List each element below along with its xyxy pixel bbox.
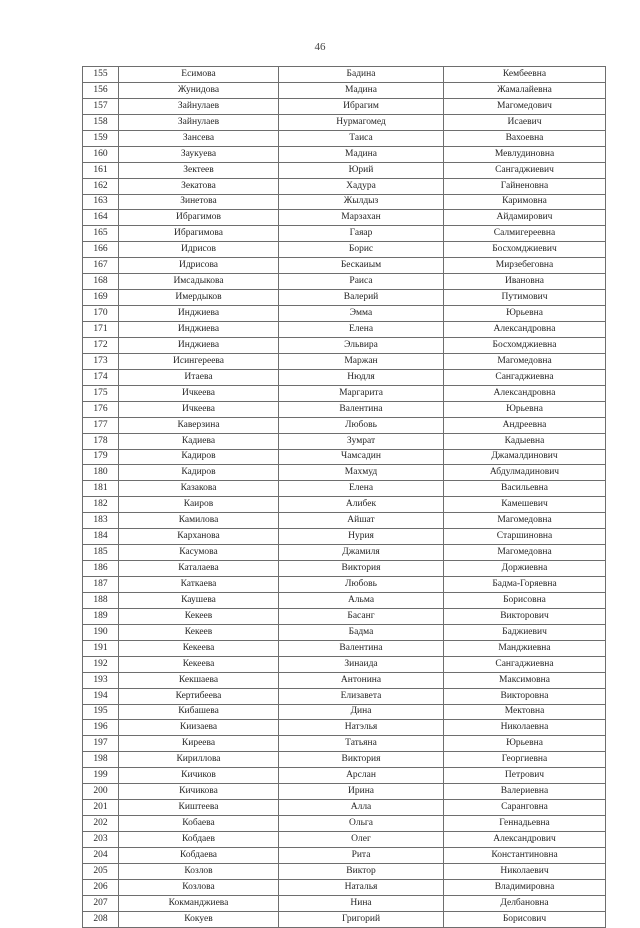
table-row [83, 258, 606, 274]
first-name-cell: Ирина [279, 784, 444, 800]
first-name-cell: Раиса [279, 274, 444, 290]
first-name-cell: Натэлья [279, 720, 444, 736]
last-name-cell: Кекеев [119, 624, 279, 640]
last-name-cell: Зекатова [119, 178, 279, 194]
first-name-cell: Дина [279, 704, 444, 720]
last-name-cell: Кекшаева [119, 672, 279, 688]
table-row [83, 369, 606, 385]
table-row [83, 704, 606, 720]
table-row [83, 847, 606, 863]
last-name-cell: Заукуева [119, 146, 279, 162]
last-name-cell: Кобаева [119, 816, 279, 832]
first-name-cell: Виктор [279, 863, 444, 879]
last-name-cell: Казакова [119, 481, 279, 497]
patronymic-cell: Сангаджиевич [444, 162, 606, 178]
last-name-cell: Козлов [119, 863, 279, 879]
patronymic-cell: Баджиевич [444, 624, 606, 640]
patronymic-cell: Викторович [444, 608, 606, 624]
row-number-cell: 158 [83, 114, 119, 130]
first-name-cell: Мадина [279, 146, 444, 162]
patronymic-cell: Айдамирович [444, 210, 606, 226]
row-number-cell: 179 [83, 449, 119, 465]
last-name-cell: Козлова [119, 879, 279, 895]
last-name-cell: Кокманджиева [119, 895, 279, 911]
row-number-cell: 191 [83, 640, 119, 656]
last-name-cell: Карханова [119, 529, 279, 545]
row-number-cell: 171 [83, 322, 119, 338]
first-name-cell: Алла [279, 800, 444, 816]
table-row [83, 545, 606, 561]
table-row [83, 832, 606, 848]
row-number-cell: 161 [83, 162, 119, 178]
last-name-cell: Кекеев [119, 608, 279, 624]
row-number-cell: 205 [83, 863, 119, 879]
row-number-cell: 199 [83, 768, 119, 784]
last-name-cell: Киреева [119, 736, 279, 752]
patronymic-cell: Магомедовна [444, 545, 606, 561]
last-name-cell: Каткаева [119, 577, 279, 593]
first-name-cell: Жылдыз [279, 194, 444, 210]
first-name-cell: Эльвира [279, 337, 444, 353]
patronymic-cell: Саранговна [444, 800, 606, 816]
first-name-cell: Григорий [279, 911, 444, 927]
last-name-cell: Кокуев [119, 911, 279, 927]
table-row [83, 816, 606, 832]
first-name-cell: Маргарита [279, 385, 444, 401]
last-name-cell: Инджиева [119, 322, 279, 338]
patronymic-cell: Борисовна [444, 592, 606, 608]
last-name-cell: Зайнулаев [119, 114, 279, 130]
patronymic-cell: Путимович [444, 290, 606, 306]
first-name-cell: Олег [279, 832, 444, 848]
patronymic-cell: Юрьевна [444, 736, 606, 752]
first-name-cell: Валентина [279, 640, 444, 656]
patronymic-cell: Геннадьевна [444, 816, 606, 832]
first-name-cell: Махмуд [279, 465, 444, 481]
table-row [83, 162, 606, 178]
row-number-cell: 206 [83, 879, 119, 895]
table-row [83, 513, 606, 529]
row-number-cell: 190 [83, 624, 119, 640]
last-name-cell: Итаева [119, 369, 279, 385]
row-number-cell: 177 [83, 417, 119, 433]
table-row [83, 640, 606, 656]
patronymic-cell: Сангаджиевна [444, 369, 606, 385]
row-number-cell: 160 [83, 146, 119, 162]
row-number-cell: 183 [83, 513, 119, 529]
first-name-cell: Эмма [279, 306, 444, 322]
patronymic-cell: Доржиевна [444, 561, 606, 577]
first-name-cell: Татьяна [279, 736, 444, 752]
row-number-cell: 165 [83, 226, 119, 242]
first-name-cell: Антонина [279, 672, 444, 688]
table-row [83, 863, 606, 879]
patronymic-cell: Кадыевна [444, 433, 606, 449]
row-number-cell: 174 [83, 369, 119, 385]
patronymic-cell: Джамалдинович [444, 449, 606, 465]
last-name-cell: Кадиров [119, 449, 279, 465]
row-number-cell: 167 [83, 258, 119, 274]
patronymic-cell: Мектовна [444, 704, 606, 720]
row-number-cell: 208 [83, 911, 119, 927]
row-number-cell: 196 [83, 720, 119, 736]
row-number-cell: 181 [83, 481, 119, 497]
last-name-cell: Каверзина [119, 417, 279, 433]
first-name-cell: Гаяар [279, 226, 444, 242]
table-row [83, 592, 606, 608]
first-name-cell: Хадура [279, 178, 444, 194]
table-row [83, 561, 606, 577]
row-number-cell: 202 [83, 816, 119, 832]
first-name-cell: Юрий [279, 162, 444, 178]
last-name-cell: Киизаева [119, 720, 279, 736]
row-number-cell: 162 [83, 178, 119, 194]
row-number-cell: 168 [83, 274, 119, 290]
last-name-cell: Камилова [119, 513, 279, 529]
table-row [83, 306, 606, 322]
table-row [83, 624, 606, 640]
row-number-cell: 198 [83, 752, 119, 768]
patronymic-cell: Абдулмадинович [444, 465, 606, 481]
row-number-cell: 164 [83, 210, 119, 226]
table-row [83, 353, 606, 369]
first-name-cell: Елизавета [279, 688, 444, 704]
patronymic-cell: Владимировна [444, 879, 606, 895]
table-row [83, 911, 606, 927]
table-row [83, 67, 606, 83]
row-number-cell: 188 [83, 592, 119, 608]
table-row [83, 577, 606, 593]
row-number-cell: 178 [83, 433, 119, 449]
row-number-cell: 176 [83, 401, 119, 417]
first-name-cell: Любовь [279, 577, 444, 593]
first-name-cell: Бадина [279, 67, 444, 83]
row-number-cell: 170 [83, 306, 119, 322]
last-name-cell: Ичкеева [119, 385, 279, 401]
table-row [83, 114, 606, 130]
row-number-cell: 197 [83, 736, 119, 752]
row-number-cell: 184 [83, 529, 119, 545]
patronymic-cell: Кембеевна [444, 67, 606, 83]
row-number-cell: 182 [83, 497, 119, 513]
table-row [83, 481, 606, 497]
table-row [83, 274, 606, 290]
table-row [83, 417, 606, 433]
last-name-cell: Инджиева [119, 337, 279, 353]
patronymic-cell: Гайненовна [444, 178, 606, 194]
last-name-cell: Идрисов [119, 242, 279, 258]
patronymic-cell: Сангаджиевна [444, 656, 606, 672]
last-name-cell: Идрисова [119, 258, 279, 274]
first-name-cell: Зинаида [279, 656, 444, 672]
patronymic-cell: Константиновна [444, 847, 606, 863]
row-number-cell: 180 [83, 465, 119, 481]
first-name-cell: Чамсадин [279, 449, 444, 465]
table-row [83, 720, 606, 736]
last-name-cell: Жунидова [119, 82, 279, 98]
last-name-cell: Имердыков [119, 290, 279, 306]
row-number-cell: 166 [83, 242, 119, 258]
patronymic-cell: Жамалайевна [444, 82, 606, 98]
table-row [83, 529, 606, 545]
row-number-cell: 155 [83, 67, 119, 83]
patronymic-cell: Васильевна [444, 481, 606, 497]
first-name-cell: Виктория [279, 752, 444, 768]
row-number-cell: 187 [83, 577, 119, 593]
last-name-cell: Кобдаев [119, 832, 279, 848]
patronymic-cell: Камешевич [444, 497, 606, 513]
last-name-cell: Каушева [119, 592, 279, 608]
patronymic-cell: Босхомджиевна [444, 337, 606, 353]
first-name-cell: Ибрагим [279, 98, 444, 114]
last-name-cell: Каиров [119, 497, 279, 513]
first-name-cell: Наталья [279, 879, 444, 895]
row-number-cell: 203 [83, 832, 119, 848]
first-name-cell: Елена [279, 322, 444, 338]
table-row [83, 290, 606, 306]
row-number-cell: 159 [83, 130, 119, 146]
table-row [83, 752, 606, 768]
patronymic-cell: Магомедовна [444, 353, 606, 369]
row-number-cell: 193 [83, 672, 119, 688]
first-name-cell: Елена [279, 481, 444, 497]
table-row [83, 656, 606, 672]
patronymic-cell: Старшиновна [444, 529, 606, 545]
first-name-cell: Виктория [279, 561, 444, 577]
patronymic-cell: Каримовна [444, 194, 606, 210]
last-name-cell: Имсадыкова [119, 274, 279, 290]
table-row [83, 401, 606, 417]
last-name-cell: Исингереева [119, 353, 279, 369]
table-row [83, 784, 606, 800]
row-number-cell: 173 [83, 353, 119, 369]
table-row [83, 449, 606, 465]
patronymic-cell: Николаевна [444, 720, 606, 736]
table-row [83, 688, 606, 704]
first-name-cell: Рита [279, 847, 444, 863]
last-name-cell: Касумова [119, 545, 279, 561]
table-row [83, 895, 606, 911]
table-row [83, 146, 606, 162]
table-row [83, 337, 606, 353]
first-name-cell: Альма [279, 592, 444, 608]
patronymic-cell: Ивановна [444, 274, 606, 290]
patronymic-cell: Георгиевна [444, 752, 606, 768]
patronymic-cell: Делбановна [444, 895, 606, 911]
last-name-cell: Кадиева [119, 433, 279, 449]
patronymic-cell: Петрович [444, 768, 606, 784]
patronymic-cell: Бадма-Горяевна [444, 577, 606, 593]
row-number-cell: 169 [83, 290, 119, 306]
table-row [83, 82, 606, 98]
table-row [83, 800, 606, 816]
last-name-cell: Ибрагимова [119, 226, 279, 242]
last-name-cell: Инджиева [119, 306, 279, 322]
patronymic-cell: Магомедович [444, 98, 606, 114]
table-row [83, 879, 606, 895]
patronymic-cell: Юрьевна [444, 306, 606, 322]
table-row [83, 194, 606, 210]
first-name-cell: Маржан [279, 353, 444, 369]
table-row [83, 385, 606, 401]
row-number-cell: 157 [83, 98, 119, 114]
first-name-cell: Марзахан [279, 210, 444, 226]
patronymic-cell: Александрович [444, 832, 606, 848]
last-name-cell: Кекеева [119, 656, 279, 672]
patronymic-cell: Максимовна [444, 672, 606, 688]
first-name-cell: Арслан [279, 768, 444, 784]
patronymic-cell: Салмигереевна [444, 226, 606, 242]
patronymic-cell: Юрьевна [444, 401, 606, 417]
patronymic-cell: Исаевич [444, 114, 606, 130]
last-name-cell: Кадиров [119, 465, 279, 481]
first-name-cell: Ольга [279, 816, 444, 832]
last-name-cell: Ичкеева [119, 401, 279, 417]
page-number: 46 [314, 41, 326, 53]
last-name-cell: Зансева [119, 130, 279, 146]
patronymic-cell: Мирзебеговна [444, 258, 606, 274]
table-row [83, 608, 606, 624]
row-number-cell: 200 [83, 784, 119, 800]
table-row [83, 433, 606, 449]
table-row [83, 465, 606, 481]
last-name-cell: Кичикова [119, 784, 279, 800]
first-name-cell: Зумрат [279, 433, 444, 449]
roster-table [82, 66, 606, 928]
patronymic-cell: Босхомджиевич [444, 242, 606, 258]
patronymic-cell: Александровна [444, 322, 606, 338]
patronymic-cell: Борисович [444, 911, 606, 927]
row-number-cell: 189 [83, 608, 119, 624]
first-name-cell: Алибек [279, 497, 444, 513]
first-name-cell: Валерий [279, 290, 444, 306]
table-row [83, 226, 606, 242]
table-row [83, 768, 606, 784]
patronymic-cell: Александровна [444, 385, 606, 401]
patronymic-cell: Валериевна [444, 784, 606, 800]
roster-body [83, 67, 606, 928]
row-number-cell: 194 [83, 688, 119, 704]
table-row [83, 497, 606, 513]
first-name-cell: Джамиля [279, 545, 444, 561]
last-name-cell: Есимова [119, 67, 279, 83]
first-name-cell: Мадина [279, 82, 444, 98]
row-number-cell: 201 [83, 800, 119, 816]
row-number-cell: 185 [83, 545, 119, 561]
first-name-cell: Нина [279, 895, 444, 911]
patronymic-cell: Николаевич [444, 863, 606, 879]
last-name-cell: Кириллова [119, 752, 279, 768]
last-name-cell: Кекеева [119, 640, 279, 656]
table-row [83, 322, 606, 338]
patronymic-cell: Вахоевна [444, 130, 606, 146]
last-name-cell: Зектеев [119, 162, 279, 178]
first-name-cell: Таиса [279, 130, 444, 146]
last-name-cell: Кибашева [119, 704, 279, 720]
first-name-cell: Айшат [279, 513, 444, 529]
first-name-cell: Нурмагомед [279, 114, 444, 130]
patronymic-cell: Викторовна [444, 688, 606, 704]
table-row [83, 736, 606, 752]
last-name-cell: Киштеева [119, 800, 279, 816]
table-row [83, 98, 606, 114]
table-row [83, 178, 606, 194]
first-name-cell: Басанг [279, 608, 444, 624]
patronymic-cell: Мевлудиновна [444, 146, 606, 162]
row-number-cell: 175 [83, 385, 119, 401]
patronymic-cell: Магомедовна [444, 513, 606, 529]
patronymic-cell: Манджиевна [444, 640, 606, 656]
first-name-cell: Нюдля [279, 369, 444, 385]
last-name-cell: Кобдаева [119, 847, 279, 863]
row-number-cell: 204 [83, 847, 119, 863]
row-number-cell: 192 [83, 656, 119, 672]
row-number-cell: 195 [83, 704, 119, 720]
row-number-cell: 207 [83, 895, 119, 911]
row-number-cell: 156 [83, 82, 119, 98]
first-name-cell: Бадма [279, 624, 444, 640]
table-row [83, 130, 606, 146]
first-name-cell: Нурия [279, 529, 444, 545]
last-name-cell: Зайнулаев [119, 98, 279, 114]
first-name-cell: Валентина [279, 401, 444, 417]
first-name-cell: Борис [279, 242, 444, 258]
row-number-cell: 172 [83, 337, 119, 353]
last-name-cell: Каталаева [119, 561, 279, 577]
first-name-cell: Любовь [279, 417, 444, 433]
patronymic-cell: Андреевна [444, 417, 606, 433]
last-name-cell: Кичиков [119, 768, 279, 784]
last-name-cell: Ибрагимов [119, 210, 279, 226]
first-name-cell: Бескаиым [279, 258, 444, 274]
row-number-cell: 163 [83, 194, 119, 210]
table-row [83, 672, 606, 688]
table-row [83, 242, 606, 258]
table-row [83, 210, 606, 226]
last-name-cell: Кертибеева [119, 688, 279, 704]
row-number-cell: 186 [83, 561, 119, 577]
last-name-cell: Зинетова [119, 194, 279, 210]
